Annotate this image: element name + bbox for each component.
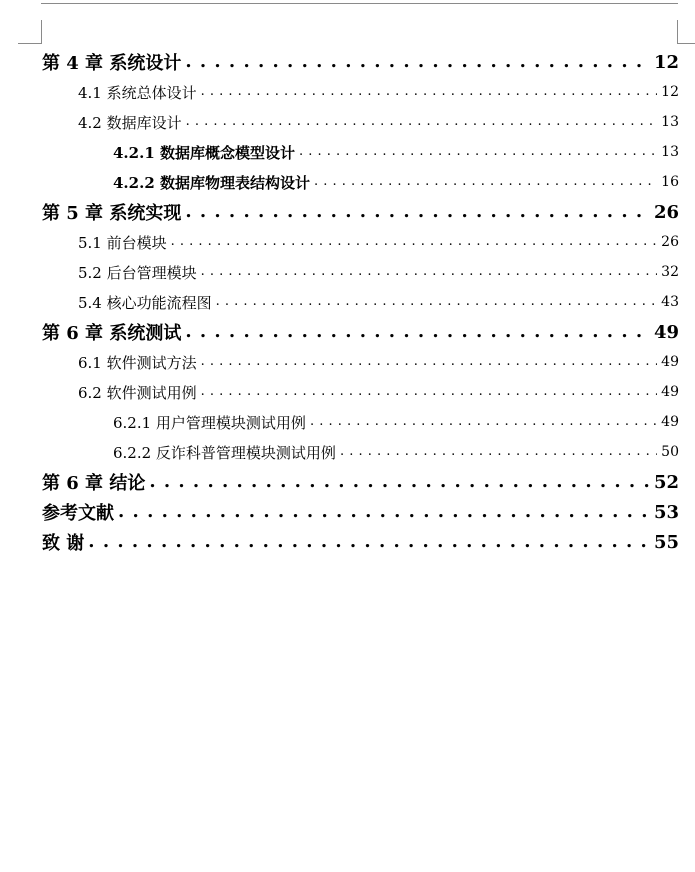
toc-entry-section[interactable] xyxy=(78,77,679,107)
toc-entry-title: 5.1 前台模块 xyxy=(78,233,167,252)
dot-leader xyxy=(340,444,657,460)
toc-entry-page: 53 xyxy=(653,501,679,523)
dot-leader xyxy=(310,414,657,430)
toc-entry-section[interactable] xyxy=(78,257,679,287)
crop-mark-top-left xyxy=(18,43,42,44)
toc-entry-page: 49 xyxy=(661,414,679,430)
toc-entry-chapter[interactable] xyxy=(42,317,679,347)
dot-leader xyxy=(201,264,658,280)
dot-leader xyxy=(314,174,657,190)
dot-leader xyxy=(201,84,658,100)
toc-entry-page: 32 xyxy=(661,264,679,280)
toc-entry-page: 49 xyxy=(661,384,679,400)
toc-entry-page: 55 xyxy=(653,531,679,553)
toc-entry-title: 6.2.1 用户管理模块测试用例 xyxy=(113,413,306,432)
toc-entry-page: 16 xyxy=(661,174,679,190)
toc-entry-subsection[interactable] xyxy=(113,437,679,467)
toc-entry-page: 26 xyxy=(661,234,679,250)
toc-entry-subsection[interactable] xyxy=(113,407,679,437)
dot-leader xyxy=(149,471,650,493)
crop-mark-top-right xyxy=(677,20,678,44)
toc-entry-title: 4.1 系统总体设计 xyxy=(78,83,197,102)
dot-leader xyxy=(171,234,658,250)
toc-entry-chapter[interactable] xyxy=(42,197,679,227)
toc-entry-title: 6.2 软件测试用例 xyxy=(78,383,197,402)
toc-entry-title: 致 谢 xyxy=(42,533,85,554)
toc-entry-title: 5.4 核心功能流程图 xyxy=(78,293,212,312)
toc-entry-title: 第 4 章 系统设计 xyxy=(42,53,182,74)
toc-entry-section[interactable] xyxy=(78,347,679,377)
page-top-border xyxy=(41,3,678,4)
toc-entry-title: 第 6 章 系统测试 xyxy=(42,323,182,344)
crop-mark-top-left xyxy=(41,20,42,44)
toc-entry-title: 4.2.2 数据库物理表结构设计 xyxy=(113,173,310,192)
toc-entry-page: 12 xyxy=(653,51,679,73)
dot-leader xyxy=(201,354,658,370)
toc-entry-page: 13 xyxy=(661,144,679,160)
toc-entry-page: 26 xyxy=(653,201,679,223)
toc-entry-title: 6.1 软件测试方法 xyxy=(78,353,197,372)
toc-entry-chapter[interactable] xyxy=(42,527,679,557)
dot-leader xyxy=(185,201,650,223)
toc-entry-title: 第 5 章 系统实现 xyxy=(42,203,182,224)
toc-entry-title: 4.2 数据库设计 xyxy=(78,113,182,132)
dot-leader xyxy=(186,114,658,130)
toc-entry-title: 第 6 章 结论 xyxy=(42,473,146,494)
dot-leader xyxy=(88,531,650,553)
toc-entry-page: 12 xyxy=(661,84,679,100)
toc-entry-subsection[interactable] xyxy=(113,167,679,197)
dot-leader xyxy=(299,144,657,160)
dot-leader xyxy=(216,294,658,310)
toc-entry-chapter[interactable] xyxy=(42,47,679,77)
toc-entry-page: 52 xyxy=(653,471,679,493)
dot-leader xyxy=(185,321,650,343)
toc-entry-page: 49 xyxy=(653,321,679,343)
dot-leader xyxy=(118,501,650,523)
toc-entry-chapter[interactable] xyxy=(42,497,679,527)
toc-entry-page: 50 xyxy=(661,444,679,460)
toc-entry-page: 13 xyxy=(661,114,679,130)
crop-mark-top-right xyxy=(677,43,695,44)
toc-entry-subsection[interactable] xyxy=(113,137,679,167)
toc-entry-section[interactable] xyxy=(78,107,679,137)
toc-entry-title: 5.2 后台管理模块 xyxy=(78,263,197,282)
toc-entry-section[interactable] xyxy=(78,287,679,317)
toc-entry-title: 6.2.2 反诈科普管理模块测试用例 xyxy=(113,443,336,462)
toc-entry-title: 4.2.1 数据库概念模型设计 xyxy=(113,143,295,162)
dot-leader xyxy=(185,51,650,73)
toc-entry-chapter[interactable] xyxy=(42,467,679,497)
toc-entry-title: 参考文献 xyxy=(42,503,114,524)
toc-entry-page: 43 xyxy=(661,294,679,310)
dot-leader xyxy=(201,384,658,400)
toc-entry-page: 49 xyxy=(661,354,679,370)
toc-entry-section[interactable] xyxy=(78,377,679,407)
toc-entry-section[interactable] xyxy=(78,227,679,257)
